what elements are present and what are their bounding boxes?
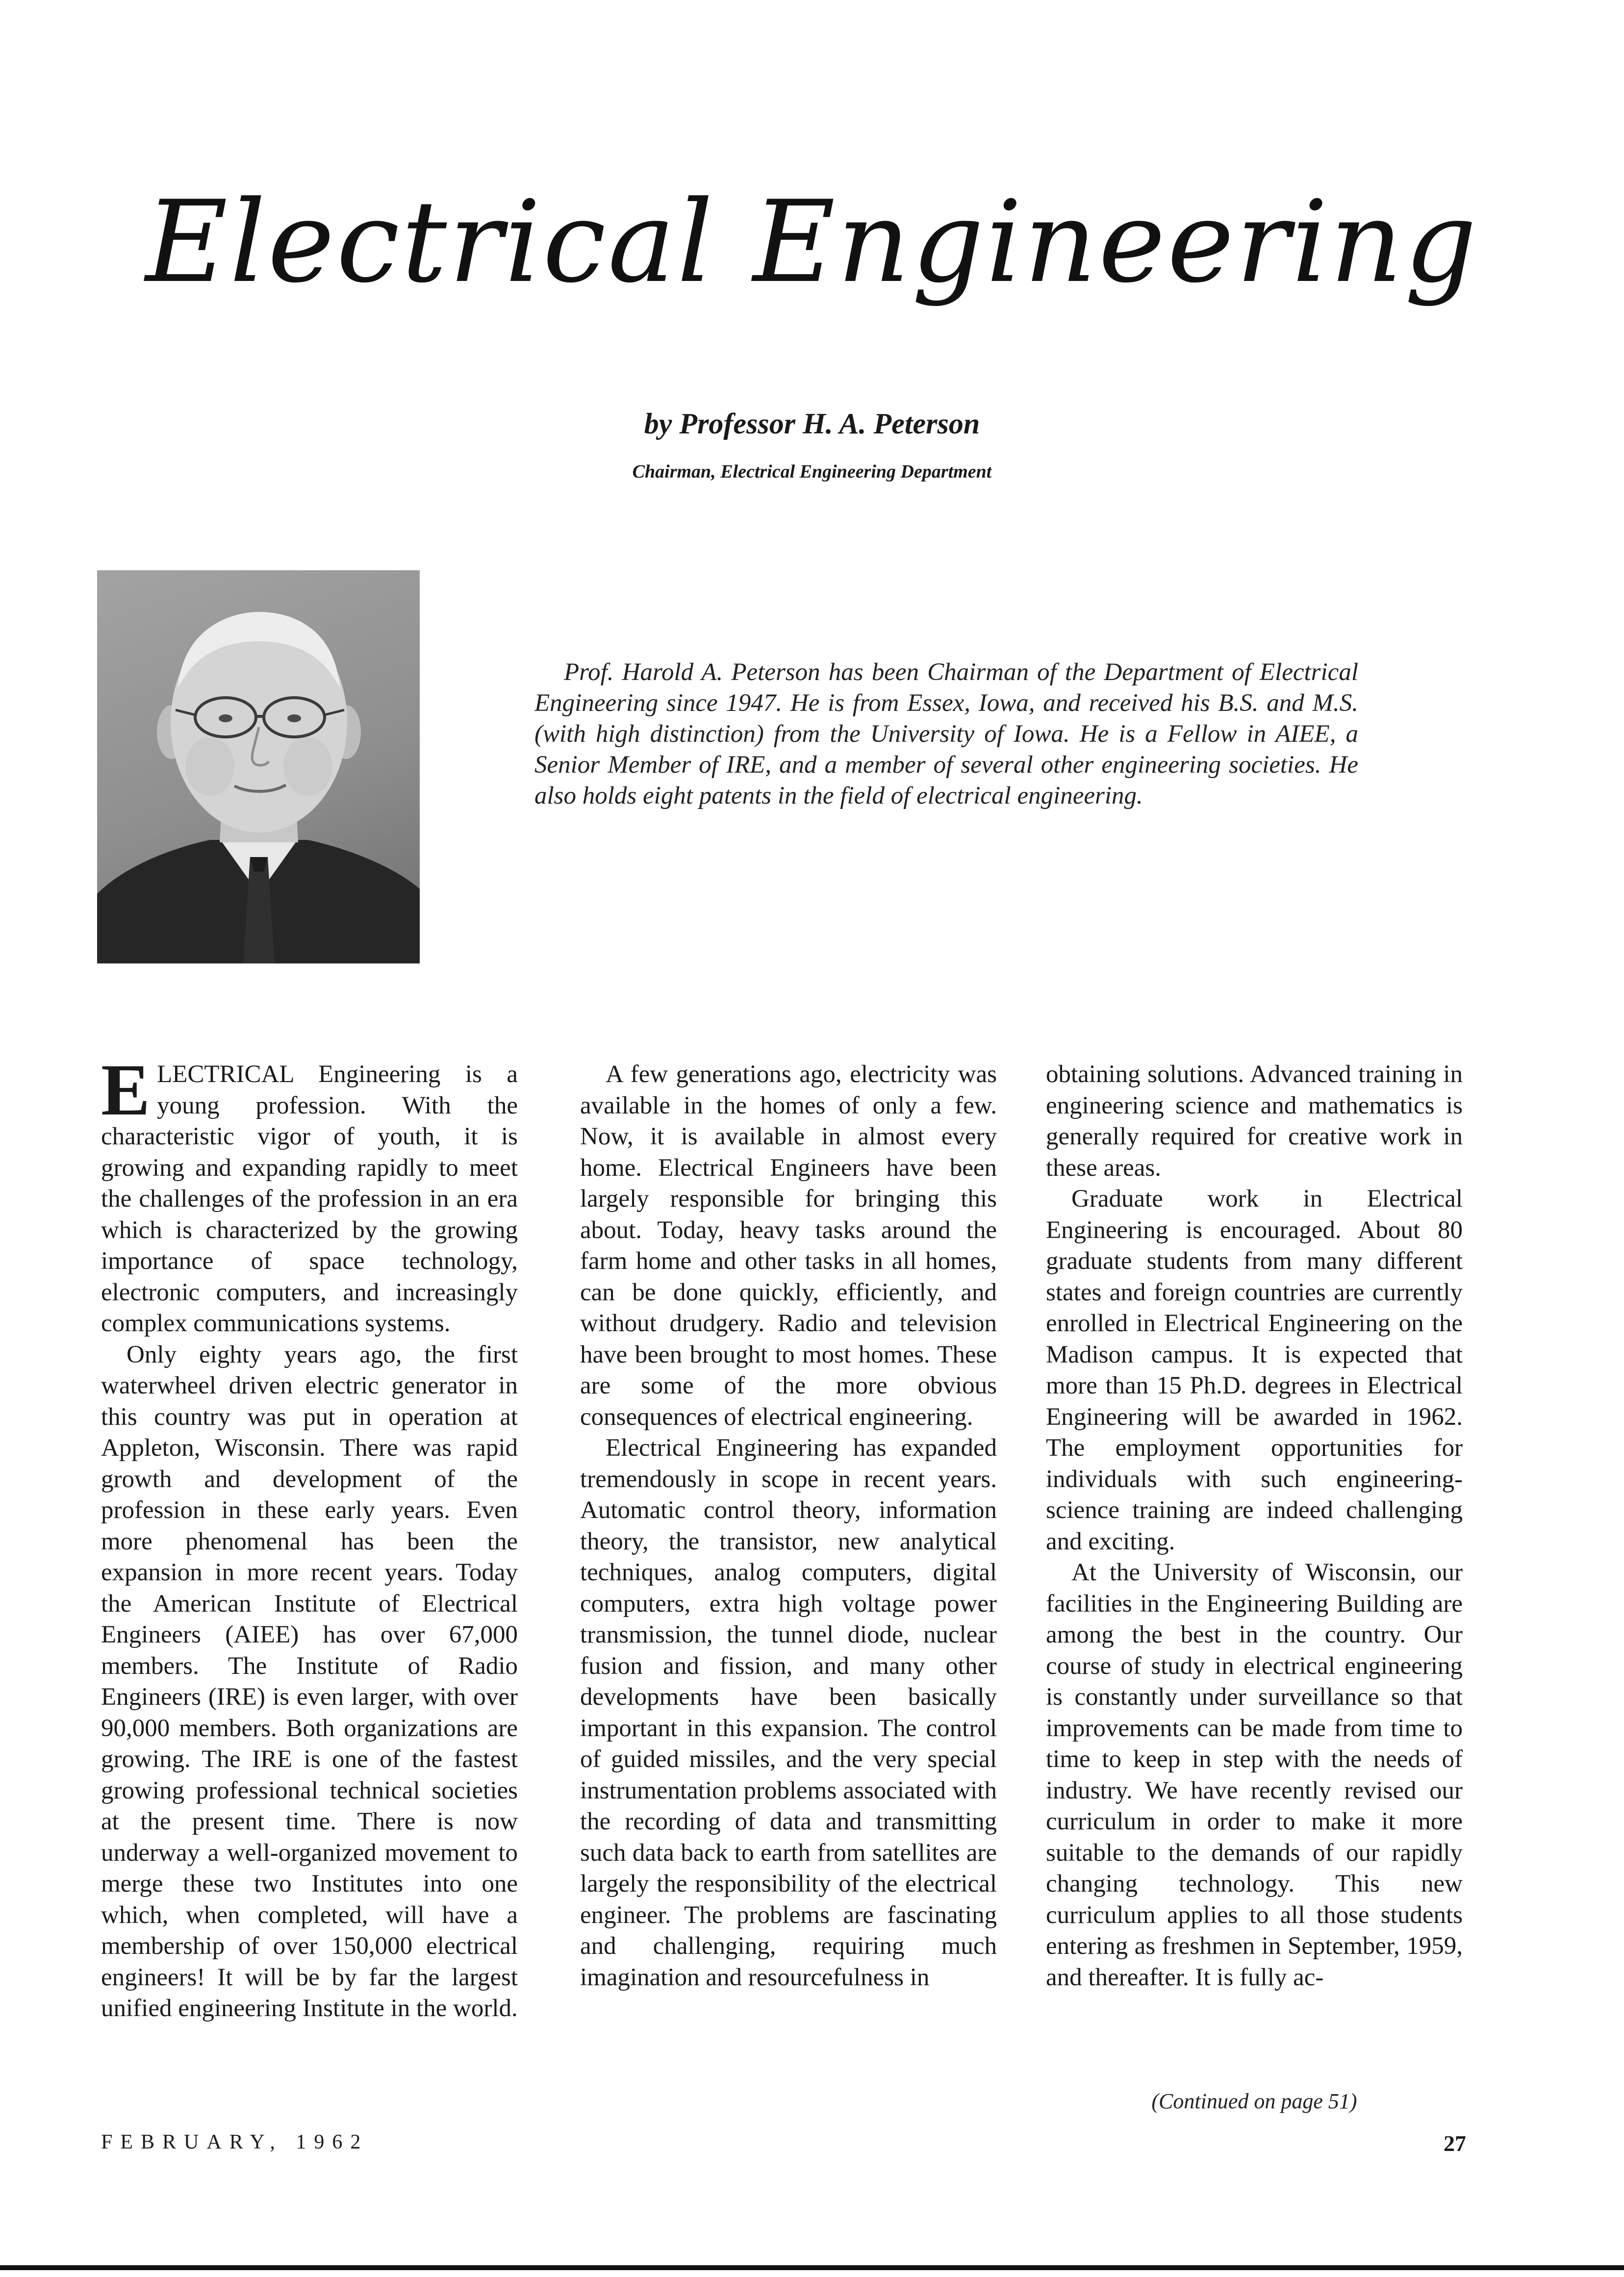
drop-cap: E — [101, 1049, 151, 1131]
article-column-3 — [1046, 1059, 1463, 1993]
paragraph: A few generations ago, electricity was available in the homes of only a few. Now, it is available in almost every home. Electrical Engineers have been largely responsible for bringing this about. Today, heavy tasks around the farm home and other tasks in all homes, can be done quickly, efficiently, and without drudgery. Radio and television have been brought to most homes. These are some of the more obvious consequences of electrical engineering. — [580, 1061, 997, 1431]
paragraph: Only eighty years ago, the first waterwheel driven electric generator in this country was put in operation at Appleton, Wisconsin. There was rapid growth and development of the profession in these early years. Even more phenomenal has been the expansion in more recent years. Today the American Institute of Electrical Engineers (AIEE) has over 67,000 members. The Institute of Radio Engineers (IRE) is even larger, with over 90,000 members. Both organizations are growing. The IRE is one of the fastest growing professional technical societies at the present time. There is now underway a well-organized movement to merge these two Institutes into one which, when completed, will have a membership of over 150,000 electrical engineers! It will be by far the largest unified engineering Institute in the world. — [101, 1341, 518, 2022]
paragraph: Electrical Engineering has expanded tremendously in scope in recent years. Automatic control theory, information theory, the transistor, new analytical techniques, analog computers, digital computers, extra high voltage power transmission, the tunnel diode, nuclear fusion and fission, and many other developments have been basically important in this expansion. The control of guided missiles, and the very special instrumentation problems associated with the recording of data and transmitting such data back to earth from satellites are largely the responsibility of the electrical engineer. The problems are fascinating and challenging, requiring much imagination and resourcefulness in — [580, 1434, 997, 1991]
author-title: Chairman, Electrical Engineering Department — [632, 461, 992, 482]
issue-date: FEBRUARY, 1962 — [101, 2131, 369, 2153]
bottom-rule — [0, 2265, 1624, 2270]
paragraph — [101, 1049, 518, 1340]
continued-note: (Continued on page 51) — [1151, 2089, 1357, 2113]
article-byline: by Professor H. A. Peterson — [644, 407, 980, 440]
paragraph: At the University of Wisconsin, our facilities in the Engineering Building are among the best in the country. Our course of study in electrical engineering is constantly under surveillance so that improvements can be made from time to time to keep in step with the needs of industry. We have recently revised our curriculum in order to make it more suitable to the demands of our rapidly changing technology. This new curriculum applies to all those students entering as freshmen in September, 1959, and thereafter. It is fully ac- — [1046, 1559, 1463, 1991]
paragraph-text: LECTRICAL Engineering is a young profession. With the characteristic vigor of youth, it is growing and expanding rapidly to meet the challenges of the profession in an era which is characterized by the growing importance of space technology, electronic computers, and increasingly complex communications systems. — [101, 1061, 518, 1337]
author-portrait — [97, 570, 420, 963]
author-bio: Prof. Harold A. Peterson has been Chairman of the Department of Electrical Engineering since 1947. He is from Essex, Iowa, and received his B.S. and M.S. (with high distinction) from the University of Iowa. He is a Fellow in AIEE, a Senior Member of IRE, and a member of several other engineering societies. He also holds eight patents in the field of electrical engineering. — [534, 658, 1358, 810]
article-title: Electrical Engineering — [145, 177, 1479, 308]
article-column-2 — [580, 1059, 997, 1993]
paragraph: obtaining solutions. Advanced training in engineering science and mathematics is generally required for creative work in these areas. — [1046, 1061, 1463, 1182]
portrait-illustration — [97, 570, 420, 963]
page-number: 27 — [1444, 2131, 1466, 2156]
paragraph: Graduate work in Electrical Engineering is encouraged. About 80 graduate students from many different states and foreign countries are currently enrolled in Electrical Engineering on the Madison campus. It is expected that more than 15 Ph.D. degrees in Electrical Engineering will be awarded in 1962. The employment opportunities for individuals with such engineering-science training are indeed challenging and exciting. — [1046, 1185, 1463, 1555]
article-column-1 — [101, 1049, 518, 2024]
